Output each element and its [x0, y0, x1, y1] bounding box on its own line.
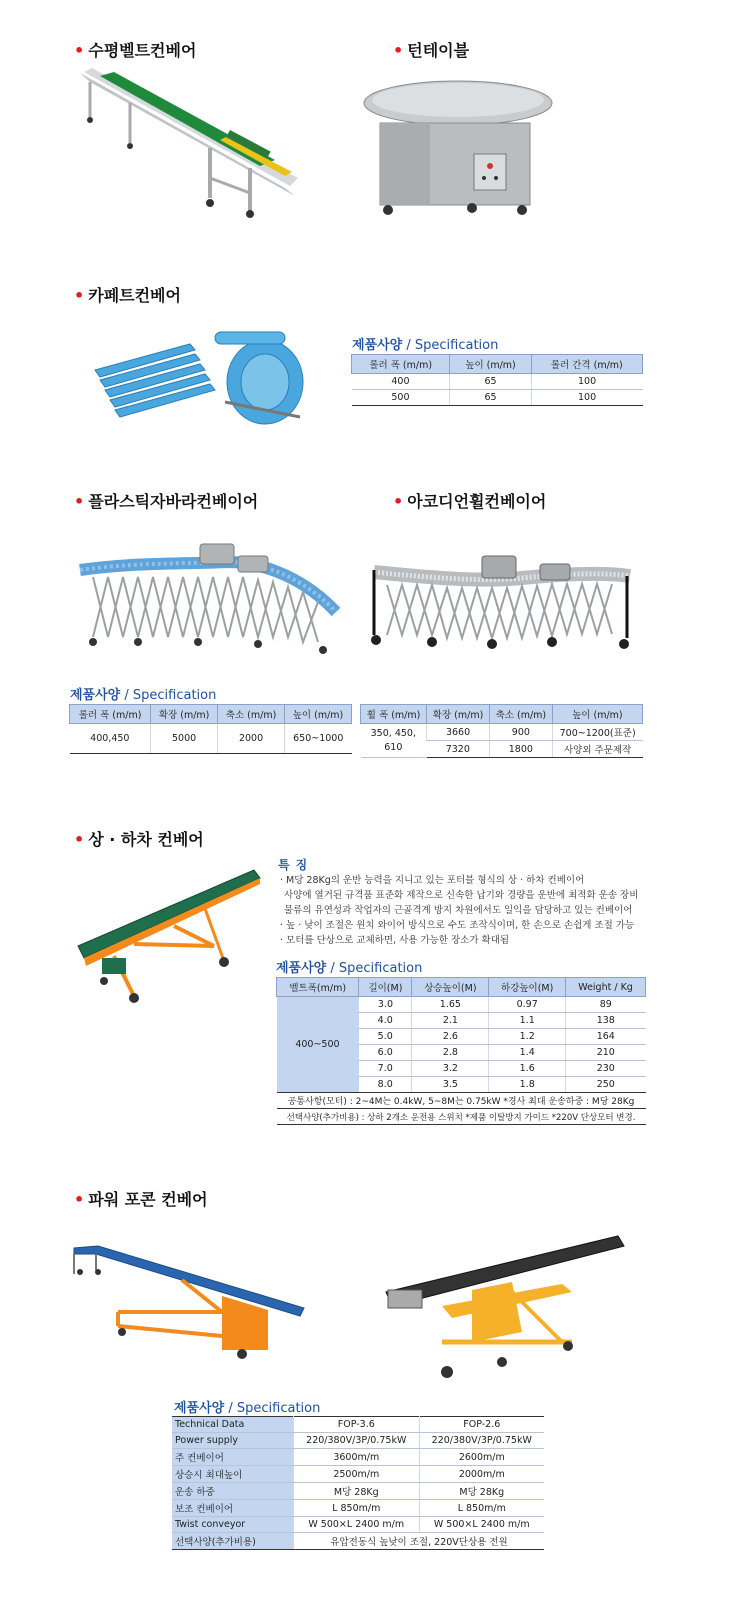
table-header-cell: Technical Data [172, 1417, 294, 1433]
table-header-cell: 축소 (m/m) [218, 705, 285, 724]
table-cell: 사양외 주문제작 [552, 741, 642, 758]
table-cell: 900 [489, 724, 552, 741]
table-cell: 1.2 [489, 1029, 566, 1045]
table-cell: 400,450 [70, 724, 151, 754]
table-cell: 0.97 [489, 997, 566, 1013]
table-cell-belt-width: 400~500 [277, 997, 359, 1093]
section-title-text: 아코디언휠컨베이어 [407, 492, 547, 511]
table-header-cell: FOP-2.6 [419, 1417, 544, 1433]
table-cell: 89 [566, 997, 646, 1013]
bullet-icon: • [74, 492, 85, 511]
table-cell: 65 [450, 374, 531, 390]
table-cell: 2.8 [412, 1045, 489, 1061]
table-cell: 1.8 [489, 1077, 566, 1093]
table-cell: 220/380V/3P/0.75kW [419, 1433, 544, 1449]
loading-conveyor-image [74, 866, 264, 1006]
table-cell: 7.0 [359, 1061, 412, 1077]
section-title-text: 카페트컨베어 [88, 286, 181, 305]
table-header-cell: 축소 (m/m) [489, 705, 552, 724]
table-cell: 100 [531, 374, 642, 390]
table-note: 선택사양(추가비용) : 상하 2개소 운전용 스위치 *제품 이탈방지 가이드 *220V 단상모터 변경. [277, 1109, 646, 1125]
table-row [172, 1449, 544, 1466]
table-header-cell: 휠 폭 (m/m) [361, 705, 427, 724]
section-title-power-pocon [74, 1187, 208, 1210]
table-cell: 1800 [489, 741, 552, 758]
bullet-icon: • [74, 41, 85, 60]
plastic-spec-table [69, 704, 352, 754]
table-header-cell: 확장 (m/m) [151, 705, 218, 724]
table-cell: 2500m/m [294, 1466, 420, 1483]
carpet-spec-table [351, 354, 643, 406]
table-row [172, 1533, 544, 1550]
table-note: 공통사항(모터) : 2~4M는 0.4kW, 5~8M는 0.75kW *경사 최대 운송하중 : M당 28Kg [277, 1093, 646, 1109]
bullet-icon: • [393, 41, 404, 60]
spec-title-ko: 제품사양 [70, 688, 121, 703]
accordion-spec-table [360, 704, 643, 758]
table-cell: W 500×L 2400 m/m [419, 1517, 544, 1533]
table-row-label: 선택사양(추가비용) [172, 1533, 294, 1550]
section-title-text: 상 · 하차 컨베어 [88, 830, 204, 849]
table-header-cell: 롤러 폭 (m/m) [70, 705, 151, 724]
section-title-text: 플라스틱자바라컨베이어 [88, 492, 259, 511]
table-cell: 100 [531, 390, 642, 406]
table-row-label: 상승시 최대높이 [172, 1466, 294, 1483]
table-cell: 2.6 [412, 1029, 489, 1045]
feature-line: · 모터를 단상으로 교체하면, 사용 가능한 장소가 확대됨 [280, 935, 510, 946]
table-cell: 7320 [427, 741, 490, 758]
table-cell: M당 28Kg [419, 1483, 544, 1500]
table-cell: 65 [450, 390, 531, 406]
table-cell: 500 [352, 390, 450, 406]
table-row-label: Twist conveyor [172, 1517, 294, 1533]
table-header-cell: Weight / Kg [566, 978, 646, 997]
table-header-cell: 높이 (m/m) [450, 355, 531, 374]
table-row [172, 1500, 544, 1517]
table-cell: L 850m/m [294, 1500, 420, 1517]
spec-title-en: / Specification [224, 1401, 321, 1416]
table-cell: 2000m/m [419, 1466, 544, 1483]
table-header-cell: 벨트폭(m/m) [277, 978, 359, 997]
table-header-cell: 높이 (m/m) [552, 705, 642, 724]
table-cell: 230 [566, 1061, 646, 1077]
feature-line: · M당 28Kg의 운반 능력을 지니고 있는 포터블 형식의 상 · 하차 컨베이어 [280, 875, 585, 886]
table-cell: W 500×L 2400 m/m [294, 1517, 420, 1533]
table-header-cell: 확장 (m/m) [427, 705, 490, 724]
table-header-row [277, 978, 646, 997]
table-row [352, 374, 643, 390]
table-cell: 700~1200(표준) [552, 724, 642, 741]
table-cell: 2.1 [412, 1013, 489, 1029]
plastic-accordion-conveyor-image [78, 542, 340, 660]
turntable-image [362, 78, 554, 228]
cell-text: 610 [384, 741, 403, 753]
table-row [172, 1466, 544, 1483]
table-cell: 4.0 [359, 1013, 412, 1029]
section-title-carpet [74, 283, 181, 306]
table-row [172, 1517, 544, 1533]
table-cell: 164 [566, 1029, 646, 1045]
table-cell: M당 28Kg [294, 1483, 420, 1500]
bullet-icon: • [74, 1190, 85, 1209]
table-note-row [277, 1093, 646, 1109]
table-header-cell: 상승높이(M) [412, 978, 489, 997]
feature-line: 사양에 열거된 규격품 표준화 제작으로 신속한 납기와 경량을 운반에 최적화 운송 장비 [284, 890, 639, 901]
table-row [361, 724, 643, 741]
table-row [70, 724, 352, 754]
section-title-text: 수평벨트컨베어 [88, 41, 197, 60]
power-spec-table [172, 1416, 544, 1550]
bullet-icon: • [74, 830, 85, 849]
spec-title-en: / Specification [326, 961, 423, 976]
power-pocon-conveyor-image-2 [382, 1232, 627, 1382]
accordion-wheel-conveyor-image [372, 550, 634, 658]
table-row [172, 1433, 544, 1449]
table-cell: 250 [566, 1077, 646, 1093]
table-header-cell: FOP-3.6 [294, 1417, 420, 1433]
table-cell: 138 [566, 1013, 646, 1029]
table-cell: 650~1000 [285, 724, 352, 754]
table-header-cell: 롤러 간격 (m/m) [531, 355, 642, 374]
table-cell: 2000 [218, 724, 285, 754]
table-header-row [361, 705, 643, 724]
bullet-icon: • [74, 286, 85, 305]
table-header-cell: 높이 (m/m) [285, 705, 352, 724]
spec-title-ko: 제품사양 [352, 338, 403, 353]
table-cell: 유압전동식 높낮이 조절, 220V단상용 전원 [294, 1533, 545, 1550]
table-cell: 8.0 [359, 1077, 412, 1093]
loading-spec-table [276, 977, 646, 1125]
table-cell: 2600m/m [419, 1449, 544, 1466]
table-cell: 1.65 [412, 997, 489, 1013]
table-row-label: 보조 컨베이어 [172, 1500, 294, 1517]
table-row-label: 주 컨베이어 [172, 1449, 294, 1466]
section-title-turntable [393, 38, 469, 61]
table-row-label: Power supply [172, 1433, 294, 1449]
table-header-cell: 롤러 폭 (m/m) [352, 355, 450, 374]
spec-title-ko: 제품사양 [174, 1401, 225, 1416]
carpet-conveyor-image [95, 322, 307, 427]
table-cell: 1.6 [489, 1061, 566, 1077]
section-title-accordion-wheel [393, 489, 546, 512]
spec-title-carpet [352, 334, 498, 353]
table-cell: 5.0 [359, 1029, 412, 1045]
features-title: 특징 [278, 858, 314, 872]
section-title-horizontal-belt [74, 38, 196, 61]
spec-title-en: / Specification [402, 338, 499, 353]
table-header-cell: 길이(M) [359, 978, 412, 997]
section-title-text: 파워 포콘 컨베어 [88, 1190, 208, 1209]
features-list [280, 873, 638, 948]
table-cell-wheel-width [361, 724, 427, 758]
table-cell: 5000 [151, 724, 218, 754]
table-header-cell: 하강높이(M) [489, 978, 566, 997]
table-cell: 1.4 [489, 1045, 566, 1061]
table-cell: 3.0 [359, 997, 412, 1013]
table-cell: 3.5 [412, 1077, 489, 1093]
spec-title-power [174, 1397, 320, 1416]
table-header-row [352, 355, 643, 374]
table-row-label: 운송 하중 [172, 1483, 294, 1500]
table-cell: 400 [352, 374, 450, 390]
feature-line: 물류의 유연성과 작업자의 근골격계 방지 차원에서도 일익을 담당하고 있는 컨베이어 [284, 905, 633, 916]
horizontal-belt-conveyor-image [70, 68, 305, 218]
table-row [277, 997, 646, 1013]
table-cell: 210 [566, 1045, 646, 1061]
spec-title-accordion [70, 684, 216, 703]
table-cell: 3660 [427, 724, 490, 741]
table-cell: 6.0 [359, 1045, 412, 1061]
section-title-text: 턴테이블 [407, 41, 470, 60]
table-cell: 3600m/m [294, 1449, 420, 1466]
power-pocon-conveyor-image-1 [72, 1240, 312, 1365]
spec-title-loading [276, 957, 422, 976]
section-title-plastic-accordion [74, 489, 258, 512]
spec-title-en: / Specification [120, 688, 217, 703]
table-cell: L 850m/m [419, 1500, 544, 1517]
table-row [172, 1483, 544, 1500]
section-title-loading-conveyor [74, 827, 204, 850]
table-cell: 3.2 [412, 1061, 489, 1077]
table-note-row [277, 1109, 646, 1125]
table-header-row [172, 1417, 544, 1433]
cell-text: 350, 450, [370, 727, 416, 739]
bullet-icon: • [393, 492, 404, 511]
table-row [352, 390, 643, 406]
feature-line: · 높 · 낮이 조절은 윈치 와이어 방식으로 수도 조작식이며, 한 손으로 손쉽게 조절 가능 [280, 920, 635, 931]
table-cell: 220/380V/3P/0.75kW [294, 1433, 420, 1449]
spec-title-ko: 제품사양 [276, 961, 327, 976]
table-cell: 1.1 [489, 1013, 566, 1029]
table-header-row [70, 705, 352, 724]
